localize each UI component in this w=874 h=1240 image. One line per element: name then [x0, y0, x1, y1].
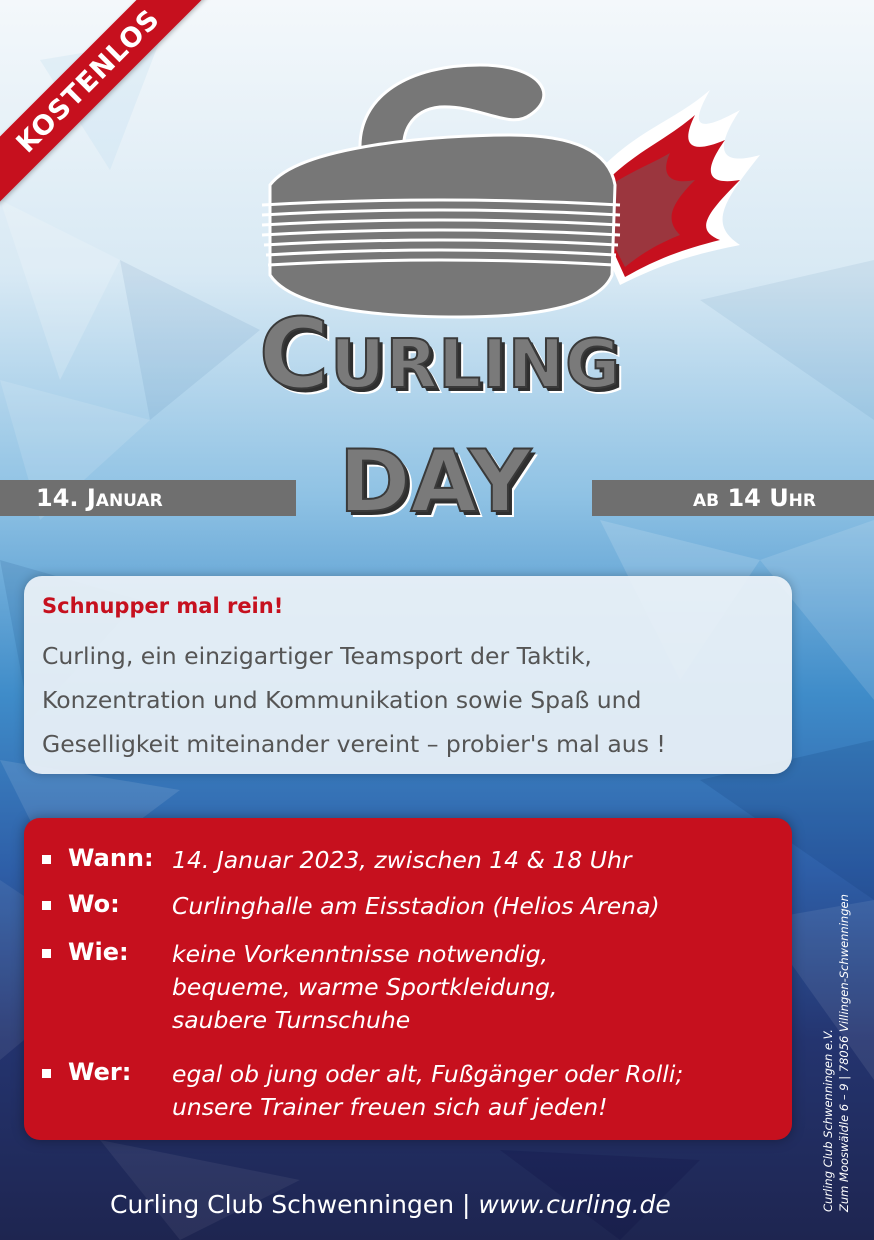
intro-line: Konzentration und Kommunikation sowie Spaß und — [42, 686, 642, 714]
detail-value-line: unsere Trainer freuen sich auf jeden! — [172, 1093, 608, 1121]
footer-club-name: Curling Club Schwenningen — [110, 1190, 455, 1219]
detail-value-line: keine Vorkenntnisse notwendig, — [172, 940, 548, 968]
time-band — [592, 480, 874, 516]
detail-value-line: egal ob jung oder alt, Fußgänger oder Rolli; — [172, 1060, 684, 1088]
title-day: DAY — [339, 432, 531, 532]
detail-value — [172, 938, 782, 1037]
detail-value: 14. Januar 2023, zwischen 14 & 18 Uhr — [172, 846, 632, 874]
detail-label: Wo: — [68, 890, 120, 918]
date-band-label: 14. Januar — [36, 484, 163, 512]
detail-value-line: bequeme, warme Sportkleidung, — [172, 973, 558, 1001]
intro-line: Curling, ein einzigartiger Teamsport der Taktik, — [42, 642, 592, 670]
detail-value: Curlinghalle am Eisstadion (Helios Arena) — [172, 892, 660, 920]
footer — [110, 1190, 671, 1219]
bullet-icon — [42, 901, 51, 910]
free-ribbon — [0, 0, 210, 203]
bullet-icon — [42, 949, 51, 958]
bullet-icon — [42, 1069, 51, 1078]
time-band-label: ab 14 Uhr — [692, 484, 816, 512]
bullet-icon — [42, 855, 51, 864]
free-ribbon-label: KOSTENLOS — [10, 3, 166, 159]
curling-stone-icon — [240, 55, 780, 335]
detail-label: Wie: — [68, 938, 129, 966]
detail-label: Wer: — [68, 1058, 132, 1086]
club-address-vertical — [820, 812, 852, 1212]
detail-value — [172, 1058, 782, 1124]
intro-heading: Schnupper mal rein! — [42, 594, 284, 618]
title-curling: Curling — [258, 298, 622, 410]
date-band — [0, 480, 296, 516]
detail-label: Wann: — [68, 844, 154, 872]
intro-box — [24, 576, 792, 774]
event-details-panel — [24, 818, 792, 1140]
detail-value-line: saubere Turnschuhe — [172, 1006, 411, 1034]
intro-line: Geselligkeit miteinander vereint – probier's mal aus ! — [42, 730, 666, 758]
footer-website-link[interactable]: www.curling.de — [478, 1190, 671, 1219]
club-name-line: Curling Club Schwenningen e.V. — [821, 1029, 835, 1212]
footer-separator: | — [462, 1190, 471, 1219]
club-address-line: Zum Mooswäldle 6 – 9 | 78056 Villingen-Schwenningen — [837, 894, 851, 1212]
intro-body — [42, 634, 782, 766]
